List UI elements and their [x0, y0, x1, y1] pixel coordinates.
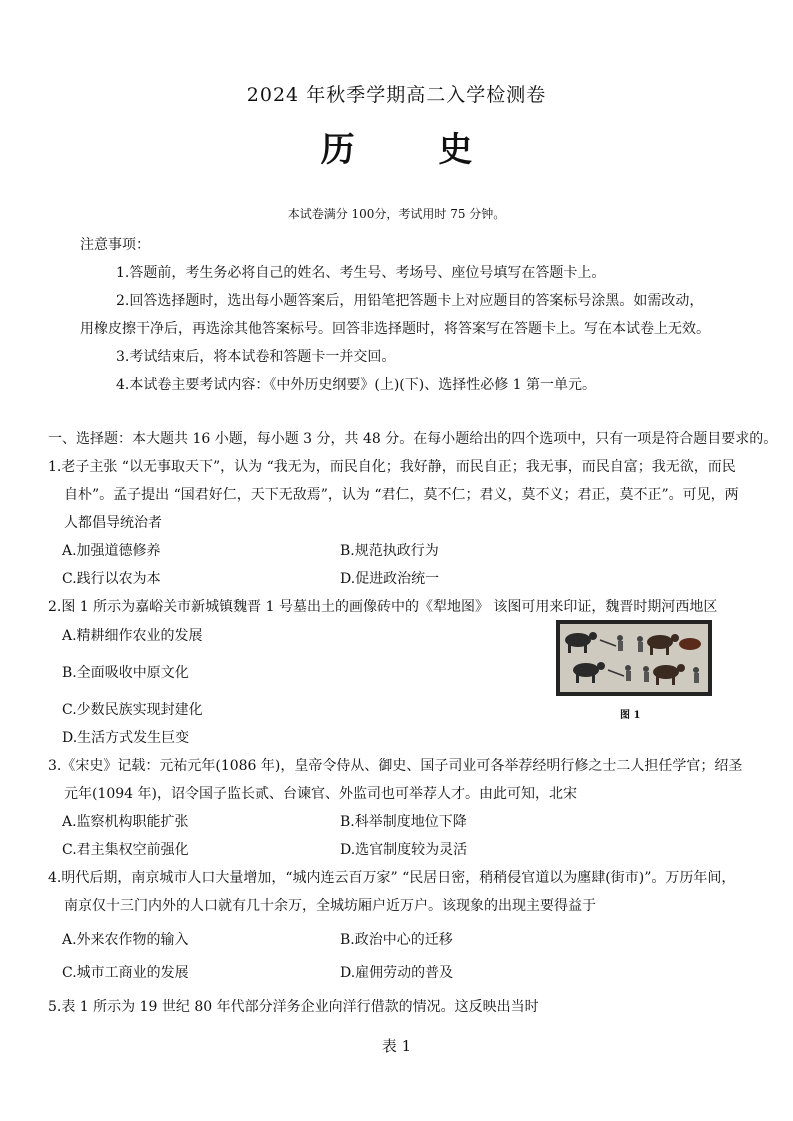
q1-option-a[interactable]: A.加强道德修养	[62, 543, 161, 559]
q3-line-1: 3.《宋史》记载：元祐元年(1086 年)，皇帝令侍从、御史、国子司业可各举荐经明行修之士二人担任学官；绍圣	[48, 758, 743, 774]
q3-option-c[interactable]: C.君主集权空前强化	[62, 842, 189, 858]
q1-option-b[interactable]: B.规范执政行为	[340, 543, 439, 559]
q4-option-d[interactable]: D.雇佣劳动的普及	[340, 965, 454, 981]
q2-line-1: 2.图 1 所示为嘉峪关市新城镇魏晋 1 号墓出土的画像砖中的《犁地图》 该图可用来印证，魏晋时期河西地区	[48, 599, 718, 615]
q3-option-b[interactable]: B.科举制度地位下降	[340, 814, 467, 830]
section-heading: 一、选择题：本大题共 16 小题，每小题 3 分，共 48 分。在每小题给出的四个选项中，只有一项是符合题目要求的。	[48, 431, 778, 447]
q4-line-1: 4.明代后期，南京城市人口大量增加，“城内连云百万家” “民居日密，稍稍侵官道以为廛肆(街市)”。万历年间，	[48, 870, 736, 886]
q5-line-1: 5.表 1 所示为 19 世纪 80 年代部分洋务企业向洋行借款的情况。这反映出当时	[48, 999, 539, 1015]
q1-line-2: 自朴”。孟子提出 “国君好仁，天下无敌焉”，认为 “君仁，莫不仁；君义，莫不义；君正，莫不正”。可见，两	[64, 487, 739, 503]
q2-option-c[interactable]: C.少数民族实现封建化	[62, 702, 203, 718]
exam-title: 2024 年秋季学期高二入学检测卷	[246, 84, 547, 106]
q4-option-c[interactable]: C.城市工商业的发展	[62, 965, 189, 981]
q4-option-b[interactable]: B.政治中心的迁移	[340, 932, 453, 948]
q2-option-d[interactable]: D.生活方式发生巨变	[62, 730, 190, 746]
q3-line-2: 元年(1094 年)，诏令国子监长贰、台谏官、外监司也可举荐人才。由此可知，北宋	[64, 786, 578, 802]
score-info: 本试卷满分 100分，考试用时 75 分钟。	[287, 207, 506, 221]
plowing-painting-image	[556, 620, 712, 696]
q4-option-a[interactable]: A.外来农作物的输入	[62, 932, 189, 948]
table-caption: 表 1	[381, 1037, 412, 1055]
plowing-painting-illustration	[556, 620, 712, 696]
notice-item-2: 2.回答选择题时，选出每小题答案后，用铅笔把答题卡上对应题目的答案标号涂黑。如需改动，	[116, 293, 704, 309]
figure-caption: 图 1	[620, 710, 641, 721]
subject-title: 历 史	[320, 130, 509, 170]
notice-item-1: 1.答题前，考生务必将自己的姓名、考生号、考场号、座位号填写在答题卡上。	[116, 265, 606, 281]
q1-line-1: 1.老子主张 “以无事取天下”，认为 “我无为，而民自化；我好静，而民自正；我无事，而民自富；我无欲，而民	[48, 459, 736, 475]
notice-item-2-cont: 用橡皮擦干净后，再选涂其他答案标号。回答非选择题时，将答案写在答题卡上。写在本试卷上无效。	[80, 321, 710, 337]
q1-line-3: 人都倡导统治者	[64, 515, 162, 531]
notice-heading: 注意事项：	[80, 237, 150, 253]
q4-line-2: 南京仅十三门内外的人口就有几十余万，全城坊厢户近万户。该现象的出现主要得益于	[64, 898, 596, 914]
notice-item-4: 4.本试卷主要考试内容：《中外历史纲要》(上)(下)、选择性必修 1 第一单元。	[116, 377, 597, 393]
q1-option-d[interactable]: D.促进政治统一	[340, 571, 440, 587]
q1-option-c[interactable]: C.践行以农为本	[62, 571, 161, 587]
q2-option-b[interactable]: B.全面吸收中原文化	[62, 665, 189, 681]
q3-option-a[interactable]: A.监察机构职能扩张	[62, 814, 189, 830]
q2-option-a[interactable]: A.精耕细作农业的发展	[62, 628, 203, 644]
q3-option-d[interactable]: D.选官制度较为灵活	[340, 842, 468, 858]
notice-item-3: 3.考试结束后，将本试卷和答题卡一并交回。	[116, 349, 396, 365]
